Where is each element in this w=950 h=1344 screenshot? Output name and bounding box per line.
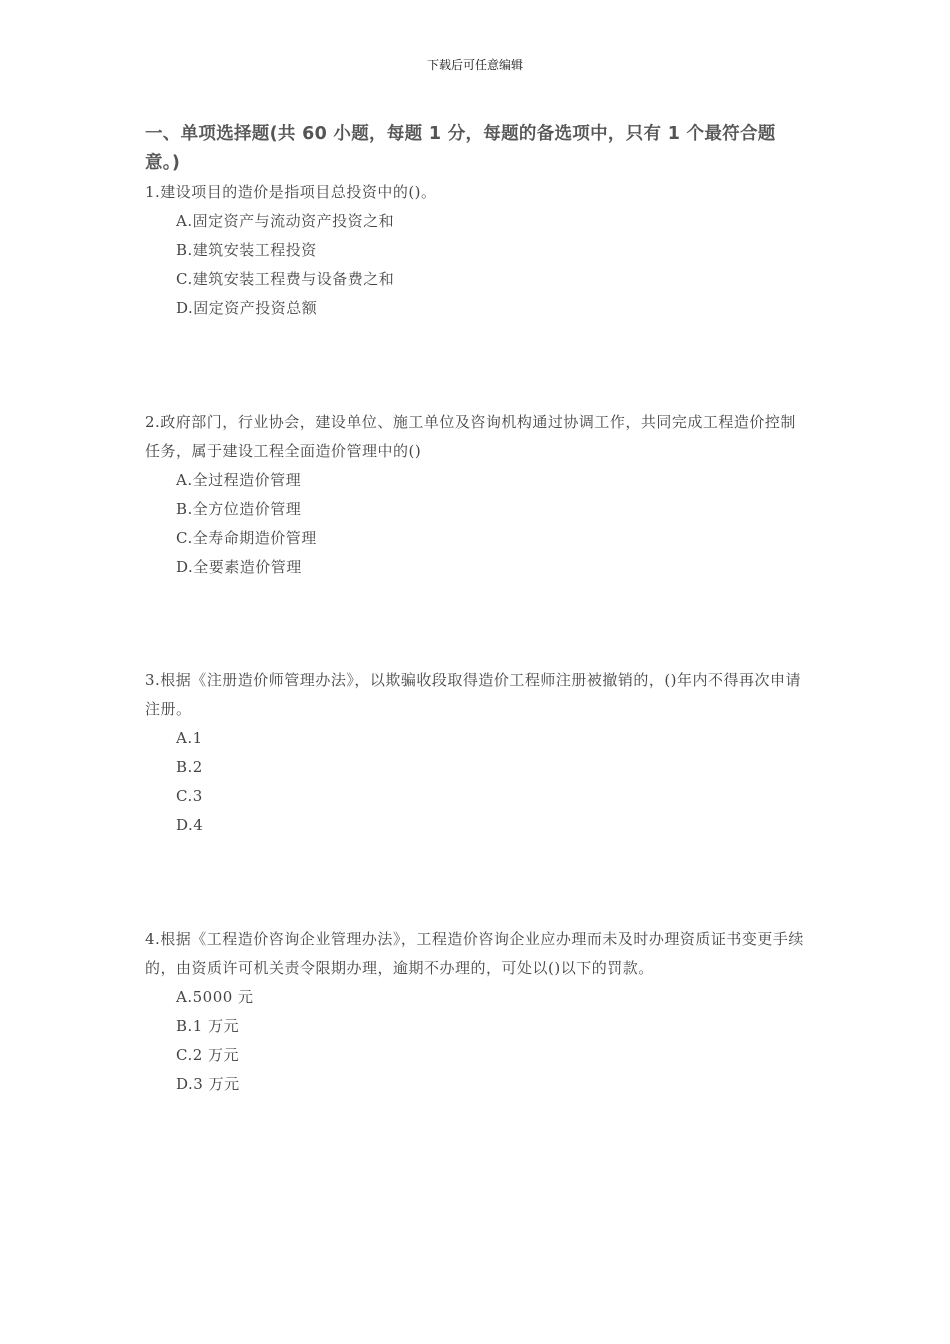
option-d: D.固定资产投资总额 <box>176 299 318 317</box>
question-4 <box>145 925 805 1099</box>
option-b: B.2 <box>176 758 203 776</box>
option-list <box>145 466 805 582</box>
option-c: C.2 万元 <box>176 1046 240 1064</box>
question-1 <box>145 178 805 323</box>
option-list <box>145 724 805 840</box>
option-a: A.1 <box>176 729 203 747</box>
question-3 <box>145 666 805 840</box>
question-stem: 1.建设项目的造价是指项目总投资中的()。 <box>145 183 437 201</box>
header-note: 下载后可任意编辑 <box>426 58 523 72</box>
option-c: C.3 <box>176 787 203 805</box>
option-b: B.1 万元 <box>176 1017 240 1035</box>
question-stem: 3.根据《注册造价师管理办法》，以欺骗收段取得造价工程师注册被撤销的，()年内不得再次申请注册。 <box>145 671 802 718</box>
option-a: A.5000 元 <box>176 988 254 1006</box>
option-d: D.全要素造价管理 <box>176 558 302 576</box>
option-a: A.固定资产与流动资产投资之和 <box>176 212 395 230</box>
section-title: 一、单项选择题(共 60 小题，每题 1 分，每题的备选项中，只有 1 个最符合题意。) <box>145 124 776 173</box>
option-d: D.3 万元 <box>176 1075 240 1093</box>
option-c: C.全寿命期造价管理 <box>176 529 317 547</box>
option-list <box>145 983 805 1099</box>
question-2 <box>145 408 805 582</box>
question-stem: 4.根据《工程造价咨询企业管理办法》，工程造价咨询企业应办理而未及时办理资质证书变更手续的，由资质许可机关责令限期办理，逾期不办理的，可处以()以下的罚款。 <box>145 930 804 977</box>
option-list <box>145 207 805 323</box>
option-d: D.4 <box>176 816 204 834</box>
option-b: B.建筑安装工程投资 <box>176 241 317 259</box>
option-a: A.全过程造价管理 <box>176 471 302 489</box>
question-stem: 2.政府部门，行业协会，建设单位、施工单位及咨询机构通过协调工作，共同完成工程造价控制任务，属于建设工程全面造价管理中的() <box>145 413 796 460</box>
option-b: B.全方位造价管理 <box>176 500 302 518</box>
option-c: C.建筑安装工程费与设备费之和 <box>176 270 395 288</box>
